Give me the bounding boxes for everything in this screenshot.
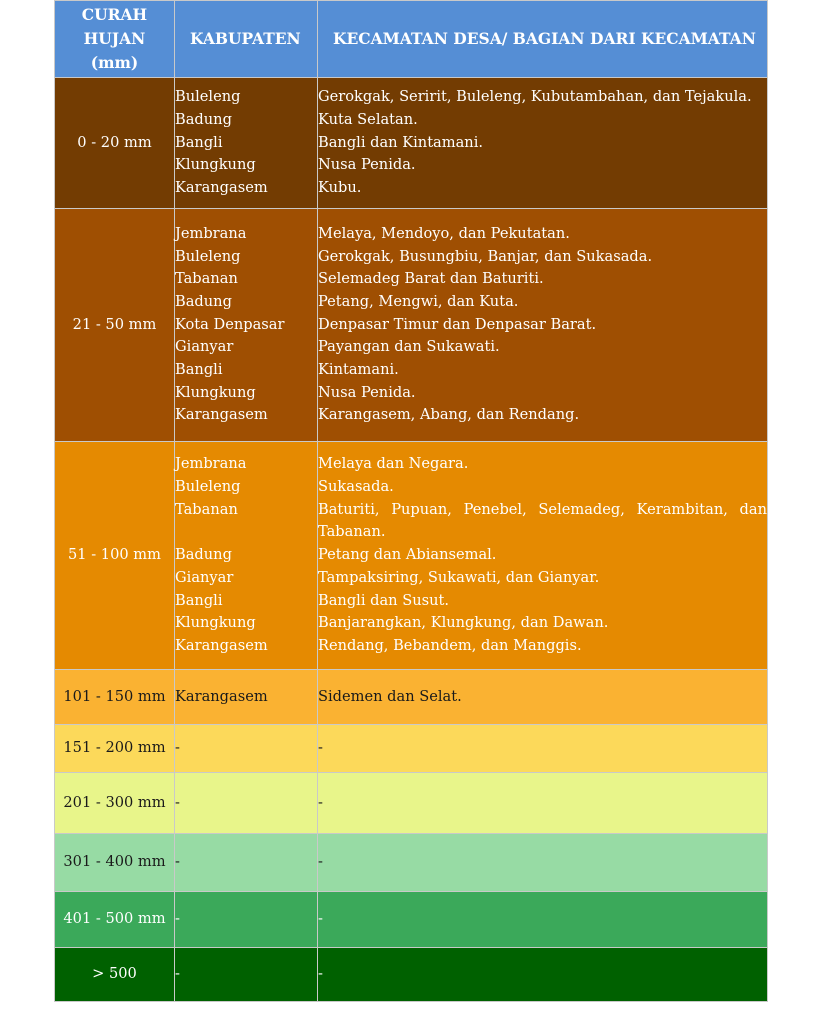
kabupaten-cell — [175, 209, 318, 442]
kabupaten-cell — [175, 892, 318, 948]
kecamatan-cell — [318, 670, 768, 725]
kecamatan-text: Gerokgak, Busungbiu, Banjar, dan Sukasada. — [318, 247, 653, 265]
kecamatan-cell — [318, 78, 768, 209]
header-kecamatan: KECAMATAN DESA/ BAGIAN DARI KECAMATAN — [318, 1, 768, 78]
table-row — [55, 948, 768, 1002]
table-row — [55, 442, 768, 670]
kabupaten-name: - — [175, 739, 180, 757]
kabupaten-cell — [175, 670, 318, 725]
header-line: CURAH — [81, 5, 148, 24]
kecamatan-text: Tampaksiring, Sukawati, dan Gianyar. — [318, 568, 600, 586]
kabupaten-cell — [175, 442, 318, 670]
header-row — [55, 1, 768, 78]
kabupaten-name: - — [175, 793, 180, 811]
kecamatan-text: Petang dan Abiansemal. — [318, 546, 497, 564]
kabupaten-name: Tabanan — [175, 500, 238, 518]
kecamatan-cell — [318, 834, 768, 892]
kabupaten-name: Kota Denpasar — [175, 315, 285, 333]
kecamatan-text: Baturiti, Pupuan, Penebel, Selemadeg, Kerambitan, dan Tabanan. — [318, 500, 767, 541]
kabupaten-name: Badung — [175, 546, 232, 564]
kabupaten-name: - — [175, 910, 180, 928]
kabupaten-name: Gianyar — [175, 338, 234, 356]
kabupaten-cell — [175, 78, 318, 209]
kecamatan-text: Rendang, Bebandem, dan Manggis. — [318, 636, 582, 654]
kabupaten-cell — [175, 773, 318, 834]
kabupaten-name: - — [175, 853, 180, 871]
kabupaten-name: - — [175, 965, 180, 983]
kecamatan-text: Payangan dan Sukawati. — [318, 338, 500, 356]
table-row — [55, 209, 768, 442]
kecamatan-text: - — [318, 853, 323, 871]
kabupaten-name: Badung — [175, 292, 232, 310]
table-row — [55, 725, 768, 773]
kecamatan-text: Bangli dan Kintamani. — [318, 133, 483, 151]
rainfall-range: 401 - 500 mm — [55, 892, 175, 948]
kecamatan-text: Melaya, Mendoyo, dan Pekutatan. — [318, 224, 570, 242]
kecamatan-text: Bangli dan Susut. — [318, 591, 450, 609]
header-line: (mm) — [90, 53, 139, 72]
kecamatan-text: Banjarangkan, Klungkung, dan Dawan. — [318, 614, 609, 632]
kecamatan-cell — [318, 725, 768, 773]
rainfall-range: 0 - 20 mm — [55, 78, 175, 209]
table-row — [55, 834, 768, 892]
rainfall-range: 201 - 300 mm — [55, 773, 175, 834]
kabupaten-name: Karangasem — [175, 636, 268, 654]
kabupaten-cell — [175, 725, 318, 773]
kecamatan-text: Selemadeg Barat dan Baturiti. — [318, 270, 544, 288]
rainfall-range: 51 - 100 mm — [55, 442, 175, 670]
kabupaten-name: Buleleng — [175, 478, 241, 496]
kabupaten-name: Bangli — [175, 591, 223, 609]
kecamatan-cell — [318, 442, 768, 670]
kecamatan-text: Melaya dan Negara. — [318, 455, 469, 473]
kabupaten-name: Tabanan — [175, 270, 238, 288]
kabupaten-name: Karangasem — [175, 687, 268, 705]
table-row — [55, 78, 768, 209]
table-row — [55, 892, 768, 948]
kecamatan-cell — [318, 948, 768, 1002]
header-line: HUJAN — [83, 29, 146, 48]
kecamatan-cell — [318, 892, 768, 948]
kabupaten-name: Bangli — [175, 133, 223, 151]
rainfall-range: 101 - 150 mm — [55, 670, 175, 725]
kabupaten-name: Jembrana — [175, 224, 247, 242]
kecamatan-text: - — [318, 910, 323, 928]
kabupaten-spacer — [175, 521, 317, 544]
rainfall-range: 151 - 200 mm — [55, 725, 175, 773]
kecamatan-text: Nusa Penida. — [318, 156, 416, 174]
kecamatan-text: Denpasar Timur dan Denpasar Barat. — [318, 315, 597, 333]
kecamatan-cell — [318, 209, 768, 442]
table-row — [55, 670, 768, 725]
rainfall-table — [54, 0, 768, 1002]
kecamatan-text: Petang, Mengwi, dan Kuta. — [318, 292, 519, 310]
kecamatan-text: - — [318, 793, 323, 811]
kecamatan-text: Kubu. — [318, 179, 362, 197]
kecamatan-text: - — [318, 965, 323, 983]
table-row — [55, 773, 768, 834]
kabupaten-cell — [175, 948, 318, 1002]
kabupaten-name: Klungkung — [175, 156, 256, 174]
kabupaten-name: Bangli — [175, 361, 223, 379]
kecamatan-text: Gerokgak, Seririt, Buleleng, Kubutambahan, dan Tejakula. — [318, 88, 752, 106]
header-curah-hujan — [55, 1, 175, 78]
kecamatan-cell — [318, 773, 768, 834]
kabupaten-name: Badung — [175, 110, 232, 128]
kabupaten-name: Klungkung — [175, 383, 256, 401]
kecamatan-text: Sidemen dan Selat. — [318, 687, 462, 705]
kecamatan-text: Kuta Selatan. — [318, 110, 418, 128]
rainfall-range: 301 - 400 mm — [55, 834, 175, 892]
kabupaten-name: Buleleng — [175, 88, 241, 106]
kabupaten-name: Karangasem — [175, 406, 268, 424]
kabupaten-name: Klungkung — [175, 614, 256, 632]
kabupaten-name: Buleleng — [175, 247, 241, 265]
kecamatan-text: Nusa Penida. — [318, 383, 416, 401]
kabupaten-name: Jembrana — [175, 455, 247, 473]
kecamatan-text: Kintamani. — [318, 361, 399, 379]
kecamatan-text: Sukasada. — [318, 478, 394, 496]
kabupaten-cell — [175, 834, 318, 892]
kecamatan-text: Karangasem, Abang, dan Rendang. — [318, 406, 580, 424]
header-kabupaten: KABUPATEN — [175, 1, 318, 78]
rainfall-range: 21 - 50 mm — [55, 209, 175, 442]
kabupaten-name: Karangasem — [175, 179, 268, 197]
rainfall-range: > 500 — [55, 948, 175, 1002]
kecamatan-text: - — [318, 739, 323, 757]
kabupaten-name: Gianyar — [175, 568, 234, 586]
